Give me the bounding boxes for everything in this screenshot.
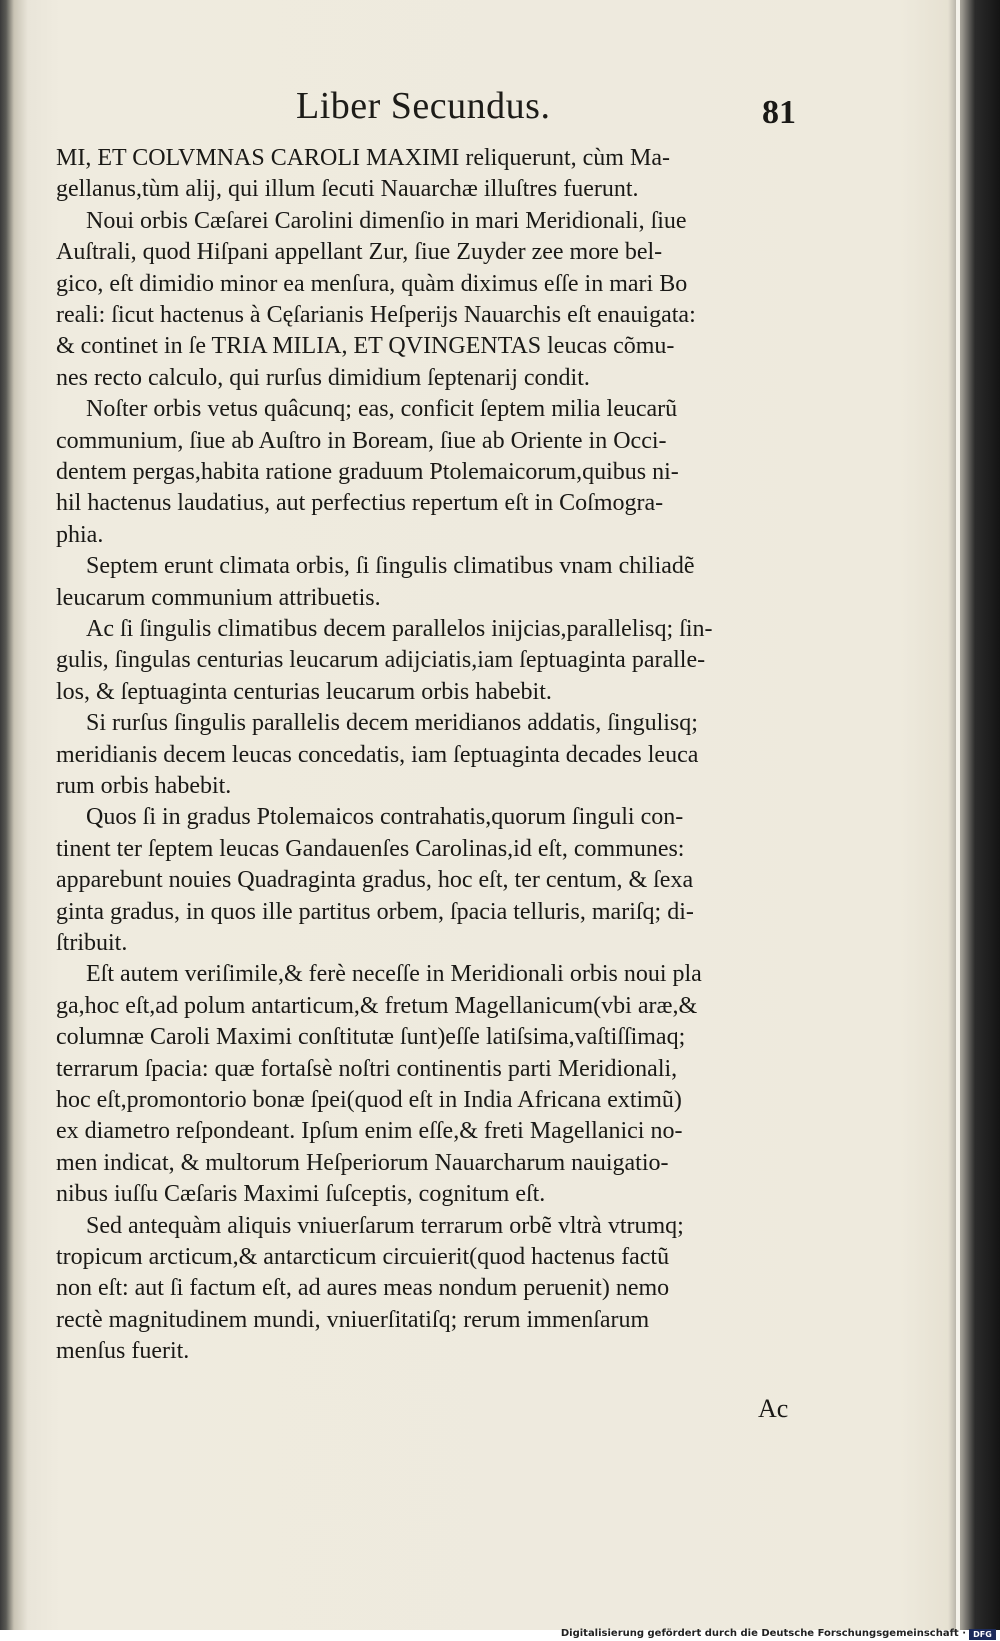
text-line: ſtribuit. <box>56 930 128 956</box>
text-line: meridianis decem leucas concedatis, iam ſeptuaginta decades leuca <box>56 741 699 768</box>
text-line: nibus iuſſu Cæſaris Maximi ſuſceptis, cognitum eſt. <box>56 1181 546 1208</box>
text-line: Quos ſi in gradus Ptolemaicos contrahatis,quorum ſinguli con- <box>86 804 684 831</box>
text-line: reali: ſicut hactenus à Cęſarianis Heſperijs Nauarchis eſt enauigata: <box>56 302 696 328</box>
text-line: Si rurſus ſingulis parallelis decem meridianos addatis, ſingulisq; <box>86 710 698 737</box>
text-line: ga,hoc eſt,ad polum antarticum,& fretum Magellanicum(vbi aræ,& <box>56 992 698 1019</box>
text-line: Septem erunt climata orbis, ſi ſingulis climatibus vnam chiliadẽ <box>86 553 695 580</box>
text-line: hoc eſt,promontorio bonæ ſpei(quod eſt in India Africana extimũ) <box>56 1087 682 1113</box>
text-line: ginta gradus, in quos ille partitus orbem, ſpacia telluris, mariſq; di- <box>56 898 694 925</box>
text-line: Noui orbis Cæſarei Carolini dimenſio in mari Meridionali, ſiue <box>86 207 687 234</box>
catchword: Ac <box>758 1394 789 1423</box>
text-line: & continet in ſe TRIA MILIA, ET QVINGENTAS leucas cõmu- <box>56 333 675 360</box>
page-edge <box>956 0 960 1630</box>
text-line: tinent ter ſeptem leucas Gandauenſes Carolinas,id eſt, communes: <box>56 835 685 862</box>
text-line: non eſt: aut ſi factum eſt, ad aures meas nondum peruenit) nemo <box>56 1275 670 1302</box>
text-line: men indicat, & multorum Heſperiorum Nauarcharum nauigatio- <box>56 1149 669 1176</box>
text-line: apparebunt nouies Quadraginta gradus, hoc eſt, ter centum, & ſexa <box>56 867 694 894</box>
text-line: rum orbis habebit. <box>56 773 232 799</box>
page-number: 81 <box>762 94 796 131</box>
text-line: menſus fuerit. <box>56 1338 190 1365</box>
text-line: Sed antequàm aliquis vniuerſarum terrarum orbẽ vltrà vtrumq; <box>86 1212 684 1239</box>
text-line: MI, ET COLVMNAS CAROLI MAXIMI reliquerunt, cùm Ma- <box>56 145 670 171</box>
text-line: leucarum communium attribuetis. <box>56 584 381 611</box>
text-line: columnæ Caroli Maximi conſtitutæ ſunt)eſſe latiſsima,vaſtiſſimaq; <box>56 1024 686 1051</box>
text-line: los, & ſeptuaginta centurias leucarum orbis habebit. <box>56 678 552 705</box>
text-line: communium, ſiue ab Auſtro in Boream, ſiue ab Oriente in Occi- <box>56 427 667 454</box>
text-line: gellanus,tùm alij, qui illum ſecuti Nauarchæ illuſtres fuerunt. <box>56 176 639 203</box>
text-line: gulis, ſingulas centurias leucarum adijciatis,iam ſeptuaginta paralle- <box>56 647 706 674</box>
text-line: dentem pergas,habita ratione graduum Ptolemaicorum,quibus ni- <box>56 459 679 485</box>
text-line: ex diametro reſpondeant. Ipſum enim eſſe,& freti Magellanici no- <box>56 1118 683 1145</box>
funding-note: Digitalisierung gefördert durch die Deutsche Forschungsgemeinschaft · <box>560 1628 966 1639</box>
text-line: Auſtrali, quod Hiſpani appellant Zur, ſiue Zuyder zee more bel- <box>56 239 663 266</box>
text-line: Noſter orbis vetus quâcunq; eas, conficit ſeptem milia leucarũ <box>86 396 678 423</box>
text-line: terrarum ſpacia: quæ fortaſsè noſtri continentis parti Meridionali, <box>56 1055 678 1082</box>
text-line: hil hactenus laudatius, aut perfectius repertum eſt in Coſmogra- <box>56 490 664 517</box>
text-line: rectè magnitudinem mundi, vniuerſitatiſq; rerum immenſarum <box>56 1306 650 1333</box>
text-line: tropicum arcticum,& antarcticum circuierit(quod hactenus factũ <box>56 1244 670 1270</box>
dfg-logo: DFG <box>969 1629 996 1640</box>
footer <box>0 1630 1000 1641</box>
text-line: gico, eſt dimidio minor ea menſura, quàm diximus eſſe in mari Bo <box>56 270 688 297</box>
text-line: Eſt autem veriſimile,& ferè neceſſe in Meridionali orbis noui pla <box>86 961 702 988</box>
text-line: Ac ſi ſingulis climatibus decem parallelos inijcias,parallelisq; ſin- <box>86 616 713 642</box>
text-line: nes recto calculo, qui rurſus dimidium ſeptenarij condit. <box>56 364 590 391</box>
running-head: Liber Secundus. <box>296 85 551 127</box>
text-line: phia. <box>56 521 104 548</box>
